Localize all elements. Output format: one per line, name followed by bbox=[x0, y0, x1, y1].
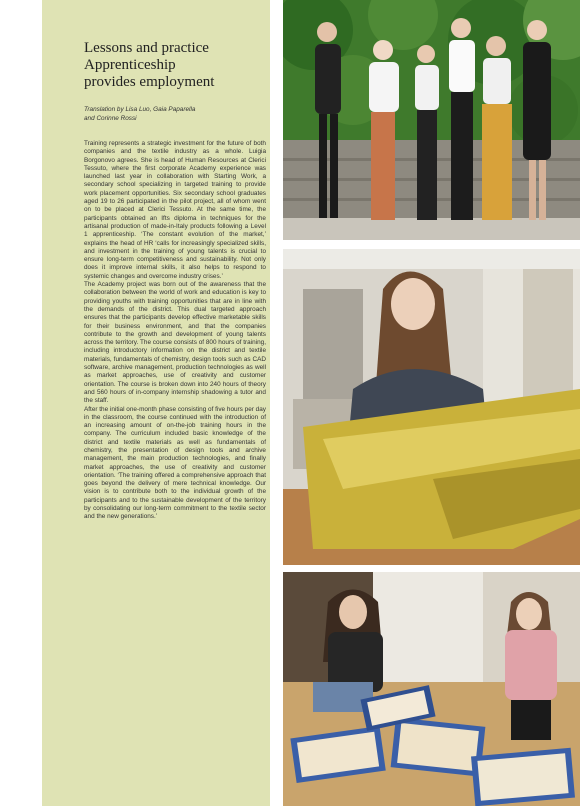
title-line: Apprenticeship bbox=[84, 57, 176, 73]
group-photo bbox=[283, 0, 580, 240]
archive-books-illustration bbox=[283, 572, 580, 806]
paragraph: Training represents a strategic investment for the future of both companies and the textile industry as a whole. Luigia Borgonovo agrees. She is head of Human Resources at Clerici Tessuto, where the first corporate Academy experience was launched last year in collaboration with Starting Work, a secondary school specializing in targeted training to provide work placement opportunities. Six secondary school graduates aged 19 to 26 participated in the pilot project, all of whom went on to be placed at Clerici Tessuto. At the same time, the participants obtained an Ifts diploma in techniques for the artisanal production of made-in-Italy products following a Level 1 apprenticeship. ‘The constant evolution of the market,’ explains the head of HR ‘calls for increasingly specialized skills, and investment in the training of young talents is crucial to ensure long-term competitiveness and sustainability. Not only does it improve internal skills, it also helps to respond to systemic changes and overcome industry crises.’ bbox=[84, 140, 266, 280]
gold-fabric-photo bbox=[283, 249, 580, 565]
translation-credits bbox=[84, 105, 266, 123]
gold-fabric-illustration bbox=[283, 249, 580, 565]
paragraph: The Academy project was born out of the awareness that the collaboration between the world of work and education is key to providing youths with training opportunities that are in line with the demands of the district. This dual targeted approach ensures that the participants develop effective marketable skills for their business environment, and that the companies contribute to the growth and development of young talents across the territory. The course consists of 800 hours of training, including introductory information on the district and textile materials, fundamentals of chemistry, design tools such as CAD software, archive management, production technologies as well as market approaches, use of creativity and customer orientation. The course is broken down into 240 hours of theory and 560 hours of in-company internship shadowing a tutor and the staff. bbox=[84, 281, 266, 405]
credit-line: Translation by Lisa Luo, Gaia Paparella bbox=[84, 106, 196, 113]
title-line: Lessons and practice bbox=[84, 40, 209, 56]
archive-books-photo bbox=[283, 572, 580, 806]
credit-line: and Corinne Rossi bbox=[84, 115, 137, 122]
article-column bbox=[42, 0, 270, 806]
paragraph: After the initial one-month phase consisting of five hours per day in the classroom, the course continued with the introduction of an increasing amount of on-the-job training hours in the company. The curriculum included basic knowledge of the district and textile materials as well as fundamentals of chemistry, the presentation of design tools and archive management, the main production technologies, and finally market approaches, the use of creativity and customer orientation. ‘The training offered a comprehensive approach that goes beyond the delivery of mere technical knowledge. Our vision is to contribute both to the individual growth of the participants and to the sustainable development of the territory by consolidating our long-term commitment to the textile sector and the new generations.’ bbox=[84, 405, 266, 521]
title-line: provides employment bbox=[84, 74, 215, 90]
article-inner bbox=[84, 40, 266, 522]
article-title bbox=[84, 40, 266, 91]
group-photo-illustration bbox=[283, 0, 580, 240]
article-body bbox=[84, 140, 266, 522]
